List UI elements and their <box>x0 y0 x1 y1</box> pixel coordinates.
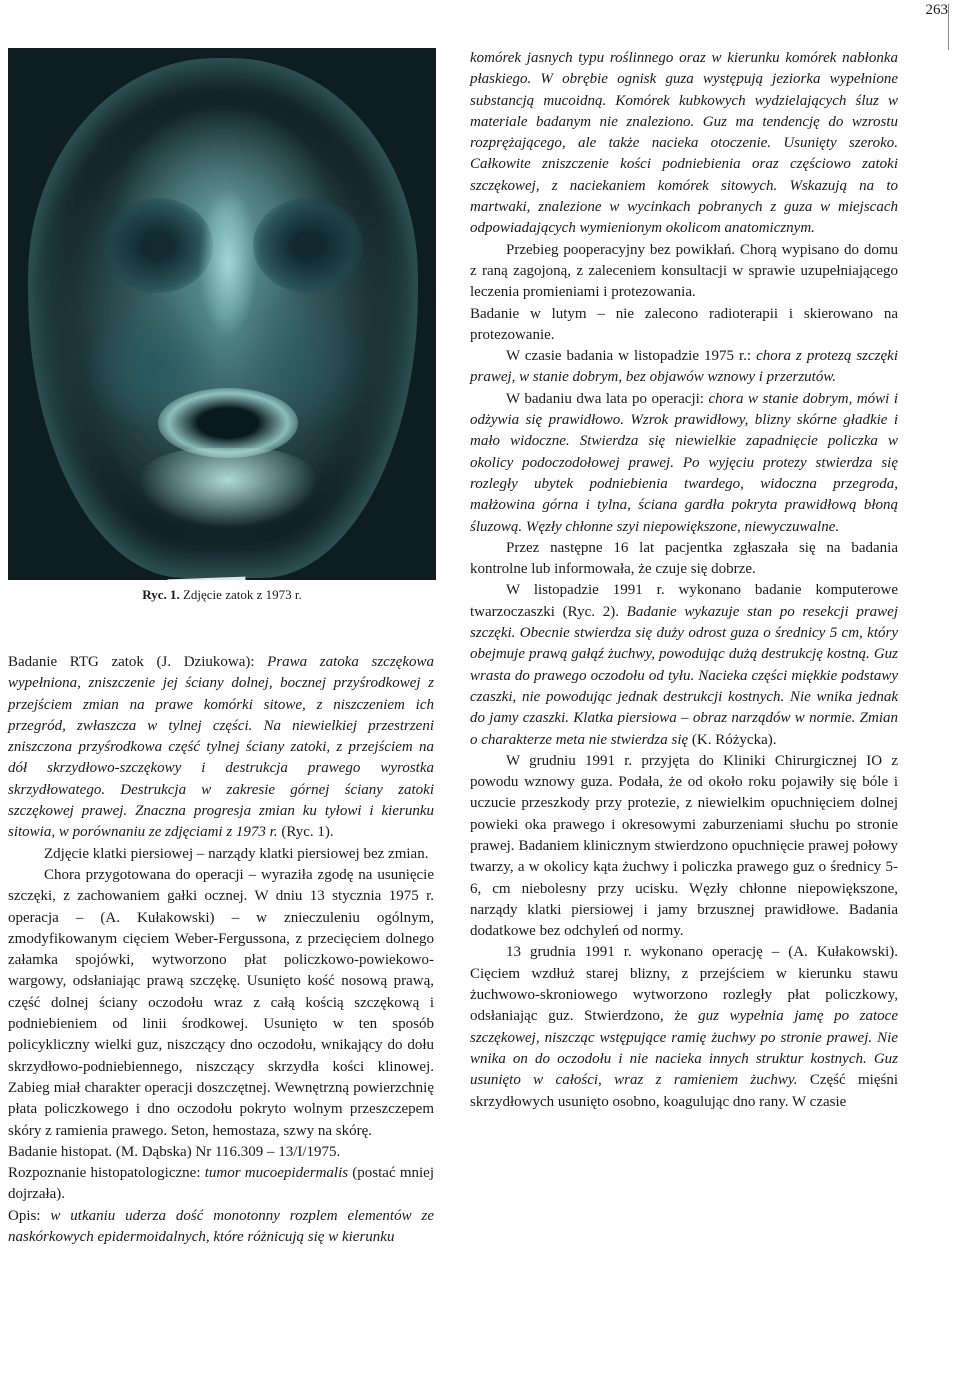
text-run: (Ryc. 1). <box>277 824 334 841</box>
paragraph <box>470 346 898 389</box>
paragraph <box>470 942 898 1112</box>
paragraph <box>8 1206 434 1249</box>
text-run: komórek jasnych typu roślinnego oraz w kierunku komórek nabłonka płaskiego. W obrębie ognisk guza występują jeziorka wypełnione substancją mucoidną. Komórek kubkowych wydzielających śluz w materiale badanym nie znaleziono. Guz ma tendencję do wzrostu rozprężającego, ale także nacieka otoczenie. Usunięty szeroko. Całkowite zniszczenie kości podniebienia oraz częściowo zatoki szczękowej, z naciekaniem komórek sitowych. Wskazują na to martwaki, znalezione w wycinkach pobranych z guza w miejscach odpowiadających wymienionym okolicom anatomicznym. <box>470 50 898 237</box>
paragraph <box>8 844 434 865</box>
text-run: Przebieg pooperacyjny bez powikłań. Chorą wypisano do domu z raną zagojoną, z zaleceniem konsultacji w sprawie uzupełniającego leczenia promieniami i protezowania. <box>470 241 898 301</box>
caption-label: Ryc. 1. <box>142 587 180 602</box>
text-run: Chora przygotowana do operacji – wyraziła zgodę na usunięcie szczęki, z zachowaniem gałki ocznej. W dniu 13 stycznia 1975 r. operacja – (A. Kułakowski) – w znieczuleniu ogólnym, zmodyfikowanym cięciem Weber-Fergussona, z przecięciem dolnego załamka spojówki, wytworzono płat policzkowo-powiekowo-wargowy, odsłaniając prawą szczękę. Usunięto kość nosową prawą, część dolnej ściany oczodołu wraz z całą kością szczękową i podniebieniem od linii środkowej. Usunięto w ten sposób policykliczny wielki guz, niszczący dno oczodołu, wnikający do dołu skrzydłowo-podniebiennego, niszczący skrzydła kości klinowej. Zabieg miał charakter operacji doszczętnej. Wewnętrzną powierzchnię płata policzkowego i dno oczodołu pokryto wolnym przeszczepem skóry z ramienia prawego. Seton, hemostaza, szwy na skórę. <box>8 866 434 1139</box>
text-run: W badaniu dwa lata po operacji: <box>506 390 709 407</box>
paragraph <box>8 1142 434 1163</box>
text-run: Przez następne 16 lat pacjentka zgłaszała się na badania kontrolne lub informowała, że czuje się dobrze. <box>470 539 898 578</box>
caption-text: Zdjęcie zatok z 1973 r. <box>179 587 302 602</box>
text-run: W listopadzie 1991 r. wykonano badanie komputerowe twarzoczaszki (Ryc. 2). <box>470 582 898 620</box>
text-run: Opis: <box>8 1207 51 1224</box>
text-run: Zdjęcie klatki piersiowej – narządy klatki piersiowej bez zmian. <box>44 845 429 862</box>
paragraph <box>8 652 434 844</box>
paragraph <box>470 580 898 750</box>
paragraph <box>8 1163 434 1206</box>
text-run: (K. Różycka). <box>688 731 777 748</box>
text-run: Badanie w lutym – nie zalecono radioterapii i skierowano na protezowanie. <box>470 305 898 343</box>
text-run: tumor mucoepidermalis <box>204 1165 349 1182</box>
text-run: Prawa zatoka szczękowa wypełniona, zniszczenie jej ściany dolnej, bocznej przyśrodkowej z przejściem zmian na prawe komórki sitowe, z niszczeniem ich przegród, zwłaszcza w tylnej części. Na niewielkiej przestrzeni zniszczona przyśrodkowa część tylnej ściany zatoki, z przejściem na dół skrzydłowo-szczękowy i destrukcja prawego wyrostka skrzydłowatego. Destrukcja w zakresie górnej ściany zatoki szczękowej prawej. Znaczna progresja zmian ku tyłowi i kierunku sitowia, w porównaniu ze zdjęciami z 1973 r. <box>8 654 434 841</box>
text-run: chora z protezą szczęki prawej, w stanie dobrym, bez objawów wznowy i przerzutów. <box>470 348 898 386</box>
paragraph <box>470 304 898 347</box>
text-run: W grudniu 1991 r. przyjęta do Kliniki Chirurgicznej IO z powodu wznowy guza. Podała, że od około roku pojawiły się bóle i uczucie przeszkody przy protezie, z niewielkim opuchnięciem dolnej powieki oka prawego i okresowymi zaburzeniami słuchu po stronie prawej. Badaniem klinicznym stwierdzono opuchnięcie prawej połowy twarzy, a w okolicy kąta żuchwy i policzka prawego guz o średnicy 5-6, cm niebolesny przy ucisku. Węzły chłonne niepowiększone, narządy klatki piersiowej i jamy brzusznej prawidłowe. Badania dodatkowe bez odchyleń od normy. <box>470 752 898 940</box>
text-run: (postać mniej dojrzała). <box>8 1165 435 1203</box>
left-column <box>8 652 434 1248</box>
paragraph <box>470 240 898 304</box>
paragraph <box>470 389 898 538</box>
teeth-region <box>138 448 318 528</box>
text-run: guz wypełnia jamę po zatoce szczękowej, niszcząc wstępujące ramię żuchwy po stronie prawej. Nie wnika on do oczodołu i nie nacieka innych struktur kostnych. Guz usunięto w całości, wraz z ramieniem żuchwy. <box>470 1008 898 1089</box>
nasal-septum <box>198 188 258 338</box>
text-run: Badanie histopat. (M. Dąbska) Nr 116.309 – 13/I/1975. <box>8 1143 341 1160</box>
paragraph <box>470 48 898 240</box>
text-run: W czasie badania w listopadzie 1975 r.: <box>506 348 757 365</box>
page-number: 263 <box>925 2 948 18</box>
text-run: Rozpoznanie histopatologiczne: <box>8 1165 205 1182</box>
header-rule <box>948 4 949 50</box>
right-column <box>470 48 898 1113</box>
text-run: chora w stanie dobrym, mówi i odżywia się prawidłowo. Wzrok prawidłowy, blizny skórne gładkie i mało widoczne. Stwierdza się niewielkie zapadnięcie policzka w okolicy podoczodołowej prawej. Po wyjęciu protezy stwierdza się rozległy ubytek podniebienia twardego, widoczna przegroda, małżowina górna i tylna, ściana gardła pokryta prawidłową błoną śluzową. Węzły chłonne szyi niepowiększone, niewyczuwalne. <box>470 390 898 535</box>
figure-caption <box>8 587 436 603</box>
paragraph <box>470 751 898 943</box>
left-orbit <box>103 198 213 293</box>
paragraph <box>470 538 898 581</box>
text-run: 13 grudnia 1991 r. wykonano operację – (A. Kułakowski). Cięciem wzdłuż starej blizny, z przejściem w kierunku stawu żuchwowo-skroniowego wytworzono rozległy płat policzkowy, odsłaniając guz. Stwierdzono, że <box>470 944 898 1025</box>
text-run: Badanie RTG zatok (J. Dziukowa): <box>8 654 268 670</box>
text-run: Badanie wykazuje stan po resekcji prawej szczęki. Obecnie stwierdza się duży odrost guza o średnicy 5 cm, który obejmuje prawą gałąź żuchwy, powodując dużą destrukcję kostną. Guz wrasta do prawego oczodołu od tyłu. Nacieka części miękkie podstawy czaszki, nie powodując jednak destrukcji kostnych. Nie wnika jednak do jamy czaszki. Klatka piersiowa – obraz narządów w normie. Zmian o charakterze meta nie stwierdza się <box>470 603 899 748</box>
xray-figure <box>8 48 436 580</box>
text-run: Część mięśni skrzydłowych usunięto osobno, koagulując dno rany. W czasie <box>470 1072 898 1110</box>
paragraph <box>8 865 434 1142</box>
text-run: w utkaniu uderza dość monotonny rozplem elementów ze naskórkowych epidermoidalnych, które różnicują się w kierunku <box>8 1207 434 1246</box>
right-orbit <box>253 198 363 293</box>
